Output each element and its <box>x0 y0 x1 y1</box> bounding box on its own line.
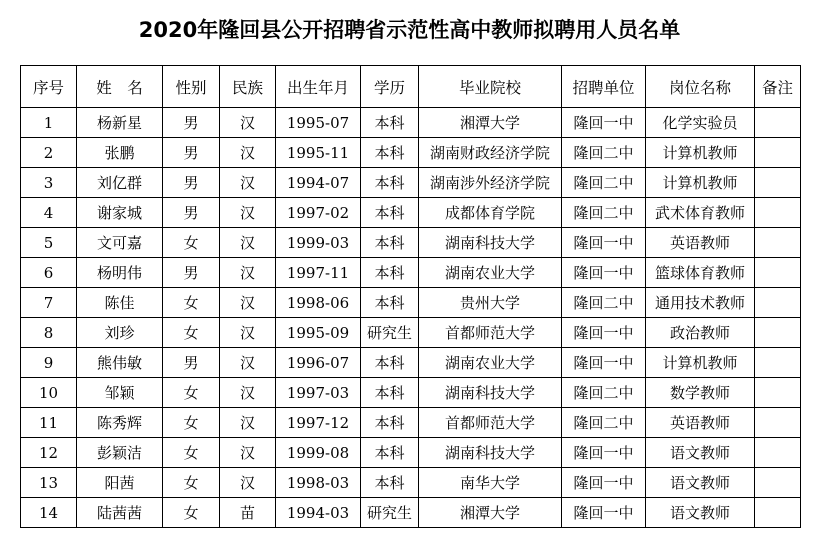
cell-ethnicity: 汉 <box>220 408 276 438</box>
cell-school: 湘潭大学 <box>419 108 562 138</box>
table-row <box>21 108 801 138</box>
cell-unit: 隆回一中 <box>562 498 646 528</box>
cell-name: 彭颖洁 <box>77 438 163 468</box>
cell-birth: 1997-02 <box>276 198 361 228</box>
cell-education: 本科 <box>361 198 419 228</box>
cell-post: 计算机教师 <box>646 168 755 198</box>
cell-ethnicity: 汉 <box>220 108 276 138</box>
cell-school: 湖南财政经济学院 <box>419 138 562 168</box>
cell-school: 湖南涉外经济学院 <box>419 168 562 198</box>
header-post: 岗位名称 <box>646 66 755 108</box>
cell-gender: 女 <box>163 408 220 438</box>
header-note: 备注 <box>755 66 801 108</box>
cell-birth: 1996-07 <box>276 348 361 378</box>
cell-education: 本科 <box>361 138 419 168</box>
cell-birth: 1997-11 <box>276 258 361 288</box>
cell-gender: 女 <box>163 378 220 408</box>
cell-ethnicity: 汉 <box>220 168 276 198</box>
cell-unit: 隆回二中 <box>562 378 646 408</box>
cell-unit: 隆回一中 <box>562 258 646 288</box>
table-row <box>21 138 801 168</box>
cell-birth: 1998-03 <box>276 468 361 498</box>
cell-education: 本科 <box>361 348 419 378</box>
cell-post: 计算机教师 <box>646 348 755 378</box>
table-row <box>21 498 801 528</box>
header-education: 学历 <box>361 66 419 108</box>
cell-gender: 女 <box>163 498 220 528</box>
cell-unit: 隆回二中 <box>562 408 646 438</box>
cell-birth: 1995-07 <box>276 108 361 138</box>
document-title: 2020年隆回县公开招聘省示范性高中教师拟聘用人员名单 <box>138 18 681 42</box>
cell-school: 湖南科技大学 <box>419 438 562 468</box>
cell-name: 杨新星 <box>77 108 163 138</box>
cell-school: 首都师范大学 <box>419 318 562 348</box>
cell-school: 南华大学 <box>419 468 562 498</box>
cell-post: 化学实验员 <box>646 108 755 138</box>
cell-gender: 女 <box>163 468 220 498</box>
cell-seq: 2 <box>21 138 77 168</box>
cell-gender: 男 <box>163 108 220 138</box>
cell-post: 英语教师 <box>646 408 755 438</box>
cell-gender: 男 <box>163 138 220 168</box>
cell-ethnicity: 汉 <box>220 378 276 408</box>
cell-note <box>755 378 801 408</box>
cell-education: 本科 <box>361 168 419 198</box>
cell-school: 湘潭大学 <box>419 498 562 528</box>
cell-note <box>755 168 801 198</box>
cell-post: 政治教师 <box>646 318 755 348</box>
cell-seq: 14 <box>21 498 77 528</box>
header-name: 姓 名 <box>77 66 163 108</box>
cell-name: 陈秀辉 <box>77 408 163 438</box>
cell-birth: 1999-03 <box>276 228 361 258</box>
cell-gender: 男 <box>163 348 220 378</box>
header-unit: 招聘单位 <box>562 66 646 108</box>
cell-school: 首都师范大学 <box>419 408 562 438</box>
cell-gender: 男 <box>163 198 220 228</box>
header-ethnicity: 民族 <box>220 66 276 108</box>
cell-school: 贵州大学 <box>419 288 562 318</box>
table-row <box>21 168 801 198</box>
cell-seq: 12 <box>21 438 77 468</box>
cell-post: 武术体育教师 <box>646 198 755 228</box>
table-row <box>21 258 801 288</box>
cell-birth: 1998-06 <box>276 288 361 318</box>
table-row <box>21 228 801 258</box>
cell-seq: 7 <box>21 288 77 318</box>
cell-seq: 13 <box>21 468 77 498</box>
cell-post: 语文教师 <box>646 498 755 528</box>
cell-gender: 女 <box>163 288 220 318</box>
cell-post: 语文教师 <box>646 468 755 498</box>
cell-name: 刘珍 <box>77 318 163 348</box>
cell-gender: 女 <box>163 228 220 258</box>
cell-unit: 隆回二中 <box>562 198 646 228</box>
cell-ethnicity: 苗 <box>220 498 276 528</box>
cell-post: 篮球体育教师 <box>646 258 755 288</box>
cell-post: 英语教师 <box>646 228 755 258</box>
cell-name: 熊伟敏 <box>77 348 163 378</box>
cell-note <box>755 348 801 378</box>
cell-birth: 1997-12 <box>276 408 361 438</box>
cell-education: 本科 <box>361 288 419 318</box>
cell-note <box>755 198 801 228</box>
cell-school: 湖南农业大学 <box>419 258 562 288</box>
cell-school: 成都体育学院 <box>419 198 562 228</box>
cell-education: 本科 <box>361 438 419 468</box>
header-gender: 性别 <box>163 66 220 108</box>
cell-name: 陆茜茜 <box>77 498 163 528</box>
cell-education: 研究生 <box>361 318 419 348</box>
cell-name: 文可嘉 <box>77 228 163 258</box>
table-row <box>21 468 801 498</box>
cell-education: 本科 <box>361 108 419 138</box>
cell-post: 语文教师 <box>646 438 755 468</box>
cell-birth: 1994-07 <box>276 168 361 198</box>
cell-education: 研究生 <box>361 498 419 528</box>
cell-school: 湖南农业大学 <box>419 348 562 378</box>
table-row <box>21 378 801 408</box>
cell-note <box>755 318 801 348</box>
cell-name: 张鹏 <box>77 138 163 168</box>
cell-unit: 隆回二中 <box>562 138 646 168</box>
cell-seq: 1 <box>21 108 77 138</box>
cell-note <box>755 468 801 498</box>
cell-ethnicity: 汉 <box>220 318 276 348</box>
table-row <box>21 348 801 378</box>
cell-unit: 隆回一中 <box>562 348 646 378</box>
cell-unit: 隆回二中 <box>562 168 646 198</box>
cell-seq: 4 <box>21 198 77 228</box>
cell-gender: 女 <box>163 318 220 348</box>
cell-ethnicity: 汉 <box>220 198 276 228</box>
cell-post: 计算机教师 <box>646 138 755 168</box>
table-row <box>21 318 801 348</box>
cell-name: 陈佳 <box>77 288 163 318</box>
header-birth: 出生年月 <box>276 66 361 108</box>
cell-ethnicity: 汉 <box>220 228 276 258</box>
cell-name: 邹颖 <box>77 378 163 408</box>
cell-post: 数学教师 <box>646 378 755 408</box>
cell-gender: 男 <box>163 168 220 198</box>
table-body <box>21 108 801 528</box>
cell-school: 湖南科技大学 <box>419 228 562 258</box>
cell-unit: 隆回一中 <box>562 108 646 138</box>
cell-note <box>755 138 801 168</box>
cell-education: 本科 <box>361 378 419 408</box>
cell-birth: 1995-11 <box>276 138 361 168</box>
cell-seq: 8 <box>21 318 77 348</box>
cell-gender: 女 <box>163 438 220 468</box>
table-row <box>21 288 801 318</box>
cell-school: 湖南科技大学 <box>419 378 562 408</box>
cell-unit: 隆回一中 <box>562 318 646 348</box>
cell-note <box>755 108 801 138</box>
cell-ethnicity: 汉 <box>220 438 276 468</box>
cell-unit: 隆回一中 <box>562 438 646 468</box>
cell-unit: 隆回一中 <box>562 468 646 498</box>
cell-post: 通用技术教师 <box>646 288 755 318</box>
cell-ethnicity: 汉 <box>220 288 276 318</box>
cell-ethnicity: 汉 <box>220 258 276 288</box>
cell-ethnicity: 汉 <box>220 468 276 498</box>
hiring-roster-table <box>20 65 801 528</box>
cell-education: 本科 <box>361 228 419 258</box>
cell-education: 本科 <box>361 408 419 438</box>
cell-ethnicity: 汉 <box>220 138 276 168</box>
header-seq: 序号 <box>21 66 77 108</box>
cell-seq: 5 <box>21 228 77 258</box>
cell-note <box>755 408 801 438</box>
cell-education: 本科 <box>361 468 419 498</box>
table-row <box>21 438 801 468</box>
cell-name: 阳茜 <box>77 468 163 498</box>
cell-note <box>755 258 801 288</box>
cell-seq: 11 <box>21 408 77 438</box>
cell-education: 本科 <box>361 258 419 288</box>
cell-seq: 10 <box>21 378 77 408</box>
header-school: 毕业院校 <box>419 66 562 108</box>
cell-seq: 9 <box>21 348 77 378</box>
cell-birth: 1994-03 <box>276 498 361 528</box>
cell-note <box>755 228 801 258</box>
cell-name: 谢家城 <box>77 198 163 228</box>
cell-birth: 1999-08 <box>276 438 361 468</box>
cell-birth: 1995-09 <box>276 318 361 348</box>
cell-seq: 3 <box>21 168 77 198</box>
cell-name: 刘亿群 <box>77 168 163 198</box>
table-row <box>21 198 801 228</box>
cell-unit: 隆回一中 <box>562 228 646 258</box>
table-header-row <box>21 66 801 108</box>
cell-unit: 隆回二中 <box>562 288 646 318</box>
cell-ethnicity: 汉 <box>220 348 276 378</box>
cell-name: 杨明伟 <box>77 258 163 288</box>
cell-note <box>755 288 801 318</box>
cell-note <box>755 438 801 468</box>
cell-gender: 男 <box>163 258 220 288</box>
cell-note <box>755 498 801 528</box>
cell-seq: 6 <box>21 258 77 288</box>
table-row <box>21 408 801 438</box>
cell-birth: 1997-03 <box>276 378 361 408</box>
